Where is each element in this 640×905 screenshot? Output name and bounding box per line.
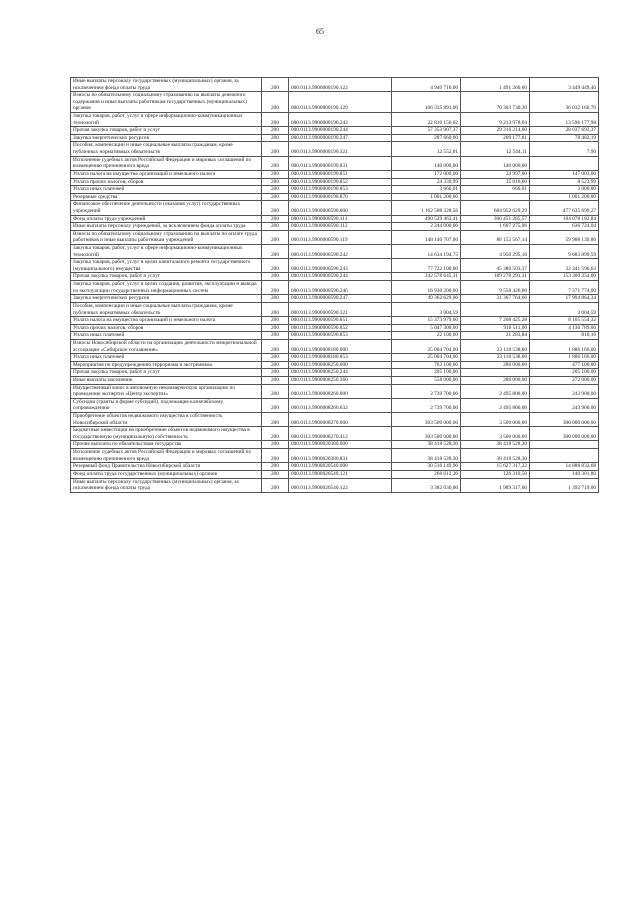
expense-name-cell: Прочая закупка товаров, работ и услуг xyxy=(71,127,262,135)
budget-classification-code-cell: 000.0113.9900008250.244 xyxy=(289,369,392,377)
table-row xyxy=(71,332,599,340)
unexecuted-amount-cell: 14 888 832,68 xyxy=(530,463,599,471)
table-row xyxy=(71,427,599,441)
approved-amount-cell: 172 000,00 xyxy=(392,170,461,178)
budget-classification-code-cell: 000.0113.9900020380.000 xyxy=(289,441,392,449)
approved-amount-cell: 22 100,00 xyxy=(392,332,461,340)
budget-classification-code-cell: 000.0113.9900000590.243 xyxy=(289,259,392,273)
budget-classification-code-cell: 000.0113.9900008250.360 xyxy=(289,376,392,384)
line-code-cell: 200 xyxy=(262,354,289,362)
expense-name-cell: Взносы Новосибирской области на организацию деятельности межрегиональной ассоциации «Сибирское соглашение» xyxy=(71,339,262,353)
budget-classification-code-cell: 000.0113.9900008270.412 xyxy=(289,427,392,441)
budget-classification-code-cell: 000.0113.9900000590.119 xyxy=(289,230,392,244)
executed-amount-cell: 209 177,81 xyxy=(461,134,530,142)
table-row xyxy=(71,186,599,194)
line-code-cell: 200 xyxy=(262,427,289,441)
table-row xyxy=(71,78,599,92)
unexecuted-amount-cell: 4 130 789,00 xyxy=(530,324,599,332)
expense-name-cell: Уплата иных платежей xyxy=(71,354,262,362)
table-row xyxy=(71,295,599,303)
table-row xyxy=(71,384,599,398)
unexecuted-amount-cell: 636 724,04 xyxy=(530,223,599,231)
unexecuted-amount-cell: 1 392 719,00 xyxy=(530,478,599,492)
executed-amount-cell: 9 558 426,00 xyxy=(461,281,530,295)
line-code-cell: 200 xyxy=(262,259,289,273)
approved-amount-cell: 490 529 463,41 xyxy=(392,215,461,223)
executed-amount-cell: 70 303 730,30 xyxy=(461,92,530,113)
line-code-cell: 200 xyxy=(262,361,289,369)
executed-amount-cell: 45 380 503,37 xyxy=(461,259,530,273)
executed-amount-cell: 9 213 978,04 xyxy=(461,113,530,127)
budget-classification-code-cell: 000.0113.9900000590.247 xyxy=(289,295,392,303)
unexecuted-amount-cell: 140 301,80 xyxy=(530,470,599,478)
executed-amount-cell xyxy=(461,193,530,201)
unexecuted-amount-cell: 3 004,59 xyxy=(530,302,599,316)
approved-amount-cell: 25 004 704,00 xyxy=(392,339,461,353)
expense-name-cell: Фонд оплаты труда учреждений xyxy=(71,215,262,223)
expense-name-cell: Прочая закупка товаров, работ и услуг xyxy=(71,273,262,281)
budget-classification-code-cell: 000.0113.9900008260.632 xyxy=(289,398,392,412)
budget-classification-code-cell: 000.0113.9900000190.129 xyxy=(289,92,392,113)
budget-classification-code-cell: 000.0113.9900020540.122 xyxy=(289,478,392,492)
unexecuted-amount-cell: 13 596 177,98 xyxy=(530,113,599,127)
expense-name-cell: Закупка энергетических ресурсов xyxy=(71,295,262,303)
expense-name-cell: Закупка товаров, работ, услуг в сфере информационно-коммуникационных технологий xyxy=(71,245,262,259)
budget-classification-code-cell: 000.0113.9900000590.321 xyxy=(289,302,392,316)
approved-amount-cell: 57 353 907,37 xyxy=(392,127,461,135)
line-code-cell: 200 xyxy=(262,178,289,186)
expense-name-cell: Иные выплаты персоналу государственных (муниципальных) органов, за исключением фонда оплаты труда xyxy=(71,478,262,492)
table-row xyxy=(71,361,599,369)
table-row xyxy=(71,156,599,170)
budget-classification-code-cell: 000.0113.9900000190.852 xyxy=(289,178,392,186)
expense-name-cell: Уплата прочих налогов, сборов xyxy=(71,324,262,332)
table-row xyxy=(71,470,599,478)
expense-name-cell: Фонд оплаты труда государственных (муниципальных) органов xyxy=(71,470,262,478)
budget-classification-code-cell: 000.0113.9900000190.321 xyxy=(289,142,392,156)
executed-amount-cell: 88 152 567,14 xyxy=(461,230,530,244)
executed-amount-cell: 24 997,00 xyxy=(461,170,530,178)
executed-amount-cell: 684 952 629,29 xyxy=(461,201,530,215)
table-row xyxy=(71,354,599,362)
expense-name-cell: Исполнение судебных актов Российской Федерации и мировых соглашений по возмещению причиненного вреда xyxy=(71,156,262,170)
executed-amount-cell: 306 451 285,57 xyxy=(461,215,530,223)
budget-classification-code-cell: 000.0113.9900000590.246 xyxy=(289,281,392,295)
approved-amount-cell: 5 047 300,00 xyxy=(392,324,461,332)
executed-amount-cell: 2 495 800,00 xyxy=(461,384,530,398)
approved-amount-cell: 303 500 000,00 xyxy=(392,427,461,441)
unexecuted-amount-cell: 3 449 449,40 xyxy=(530,78,599,92)
expense-name-cell: Бюджетные инвестиции на приобретение объектов недвижимого имущества в государственную (муниципальную) собственность xyxy=(71,427,262,441)
line-code-cell: 200 xyxy=(262,463,289,471)
line-code-cell: 200 xyxy=(262,332,289,340)
unexecuted-amount-cell: 205 100,00 xyxy=(530,369,599,377)
expense-name-cell: Уплата прочих налогов, сборов xyxy=(71,178,262,186)
approved-amount-cell: 1 162 588 328,56 xyxy=(392,201,461,215)
expense-name-cell: Взносы по обязательному социальному страхованию на выплаты по оплате труда работников и иные выплаты работникам учреждений xyxy=(71,230,262,244)
executed-amount-cell: 126 310,50 xyxy=(461,470,530,478)
expense-name-cell: Иные выплаты персоналу государственных (муниципальных) органов, за исключением фонда оплаты труда xyxy=(71,78,262,92)
budget-classification-code-cell: 000.0113.9900000190.247 xyxy=(289,134,392,142)
expense-name-cell: Резервный фонд Правительства Новосибирской области xyxy=(71,463,262,471)
table-row xyxy=(71,92,599,113)
table-row xyxy=(71,317,599,325)
approved-amount-cell: 2 739 700,00 xyxy=(392,384,461,398)
budget-classification-code-cell: 000.0113.9900020380.831 xyxy=(289,449,392,463)
budget-table-body xyxy=(71,78,599,493)
approved-amount-cell: 24 339,99 xyxy=(392,178,461,186)
line-code-cell: 200 xyxy=(262,223,289,231)
table-row xyxy=(71,369,599,377)
table-row xyxy=(71,134,599,142)
table-row xyxy=(71,142,599,156)
table-row xyxy=(71,245,599,259)
expense-name-cell: Прочие выплаты по обязательствам государства xyxy=(71,441,262,449)
table-row xyxy=(71,302,599,316)
expense-name-cell: Закупка товаров, работ, услуг в сфере информационно-коммуникационных технологий xyxy=(71,113,262,127)
table-row xyxy=(71,463,599,471)
table-row xyxy=(71,127,599,135)
executed-amount-cell: 1 989 317,00 xyxy=(461,478,530,492)
table-row xyxy=(71,281,599,295)
approved-amount-cell: 3 004,59 xyxy=(392,302,461,316)
unexecuted-amount-cell: 816,16 xyxy=(530,332,599,340)
approved-amount-cell: 205 100,00 xyxy=(392,369,461,377)
expense-name-cell: Закупка товаров, работ, услуг в целях капитального ремонта государственного (муниципального) имущества xyxy=(71,259,262,273)
expense-name-cell: Закупка товаров, работ, услуг в целях создания, развития, эксплуатации и вывода из эксплуатации государственных информационных систем xyxy=(71,281,262,295)
expense-name-cell: Мероприятия по предупреждению терроризма и экстремизма xyxy=(71,361,262,369)
expense-name-cell: Прочая закупка товаров, работ и услуг xyxy=(71,369,262,377)
table-row xyxy=(71,478,599,492)
line-code-cell: 200 xyxy=(262,281,289,295)
unexecuted-amount-cell: 243 900,00 xyxy=(530,384,599,398)
approved-amount-cell: 2 739 700,00 xyxy=(392,398,461,412)
table-row xyxy=(71,441,599,449)
approved-amount-cell: 266 612,30 xyxy=(392,470,461,478)
line-code-cell: 200 xyxy=(262,230,289,244)
expense-name-cell: Иные выплаты персоналу учреждений, за исключением фонда оплаты труда xyxy=(71,223,262,231)
budget-classification-code-cell: 000.0113.9900000590.112 xyxy=(289,223,392,231)
line-code-cell: 200 xyxy=(262,170,289,178)
executed-amount-cell: 15 816,00 xyxy=(461,178,530,186)
line-code-cell: 200 xyxy=(262,398,289,412)
budget-classification-code-cell: 000.0113.9900000190.870 xyxy=(289,193,392,201)
expense-name-cell: Исполнение судебных актов Российской Федерации и мировых соглашений по возмещению причиненного вреда xyxy=(71,449,262,463)
table-row xyxy=(71,273,599,281)
expense-name-cell: Уплата иных платежей xyxy=(71,332,262,340)
expense-name-cell: Пособия, компенсации и иные социальные выплаты гражданам, кроме публичных нормативных обязательств xyxy=(71,302,262,316)
line-code-cell: 200 xyxy=(262,273,289,281)
executed-amount-cell: 23 118 538,00 xyxy=(461,339,530,353)
table-row xyxy=(71,259,599,273)
approved-amount-cell: 38 418 528,30 xyxy=(392,441,461,449)
table-row xyxy=(71,339,599,353)
approved-amount-cell: 3 382 036,00 xyxy=(392,478,461,492)
budget-classification-code-cell: 000.0113.9900008260.000 xyxy=(289,384,392,398)
page-number: 65 xyxy=(316,27,324,36)
expense-name-cell: Пособия, компенсации и иные социальные выплаты гражданам, кроме публичных нормативных обязательств xyxy=(71,142,262,156)
approved-amount-cell: 140 000,00 xyxy=(392,156,461,170)
approved-amount-cell: 77 722 100,00 xyxy=(392,259,461,273)
expense-name-cell: Взносы по обязательному социальному страхованию на выплаты денежного содержания и иные выплаты работникам государственных (муниципальных) органов xyxy=(71,92,262,113)
line-code-cell: 200 xyxy=(262,186,289,194)
approved-amount-cell: 287 660,00 xyxy=(392,134,461,142)
table-row xyxy=(71,193,599,201)
line-code-cell: 200 xyxy=(262,413,289,427)
table-row xyxy=(71,223,599,231)
line-code-cell: 200 xyxy=(262,384,289,398)
budget-classification-code-cell: 000.0113.9900000590.851 xyxy=(289,317,392,325)
expense-name-cell: Имущественный взнос в автономную некоммерческую организацию по проведению экспертиз «Центр экспертиз» xyxy=(71,384,262,398)
table-row xyxy=(71,376,599,384)
budget-classification-code-cell: 000.0113.9900000190.122 xyxy=(289,78,392,92)
executed-amount-cell: 3 500 000,00 xyxy=(461,427,530,441)
line-code-cell: 200 xyxy=(262,376,289,384)
unexecuted-amount-cell: 300 000 000,00 xyxy=(530,413,599,427)
executed-amount-cell: 916 511,00 xyxy=(461,324,530,332)
table-row xyxy=(71,170,599,178)
executed-amount-cell: 1 491 260,60 xyxy=(461,78,530,92)
executed-amount-cell: 31 367 764,66 xyxy=(461,295,530,303)
line-code-cell: 200 xyxy=(262,134,289,142)
approved-amount-cell: 3 660,01 xyxy=(392,186,461,194)
line-code-cell: 200 xyxy=(262,369,289,377)
line-code-cell: 200 xyxy=(262,142,289,156)
unexecuted-amount-cell: 8 523,99 xyxy=(530,178,599,186)
line-code-cell: 200 xyxy=(262,201,289,215)
budget-classification-code-cell: 000.0113.9900000590.244 xyxy=(289,273,392,281)
expense-name-cell: Финансовое обеспечение деятельности (оказания услуг) государственных учреждений xyxy=(71,201,262,215)
approved-amount-cell: 558 000,00 xyxy=(392,376,461,384)
unexecuted-amount-cell: 32 341 596,63 xyxy=(530,259,599,273)
unexecuted-amount-cell: 272 000,00 xyxy=(530,376,599,384)
executed-amount-cell: 7 268 425,28 xyxy=(461,317,530,325)
executed-amount-cell: 2 495 800,00 xyxy=(461,398,530,412)
unexecuted-amount-cell: 9 683 899,59 xyxy=(530,245,599,259)
executed-amount-cell: 3 500 000,00 xyxy=(461,413,530,427)
executed-amount-cell: 189 278 291,31 xyxy=(461,273,530,281)
executed-amount-cell: 140 000,00 xyxy=(461,156,530,170)
unexecuted-amount-cell: 300 000 000,00 xyxy=(530,427,599,441)
approved-amount-cell: 1 001 200,00 xyxy=(392,193,461,201)
approved-amount-cell: 38 418 528,30 xyxy=(392,449,461,463)
executed-amount-cell: 4 950 295,16 xyxy=(461,245,530,259)
budget-classification-code-cell: 000.0113.9900000190.851 xyxy=(289,170,392,178)
executed-amount-cell: 38 418 528,30 xyxy=(461,449,530,463)
budget-classification-code-cell: 000.0113.9900000590.853 xyxy=(289,332,392,340)
executed-amount-cell: 23 118 538,00 xyxy=(461,354,530,362)
unexecuted-amount-cell: 1 886 166,00 xyxy=(530,354,599,362)
budget-classification-code-cell: 000.0113.9900020540.121 xyxy=(289,470,392,478)
budget-classification-code-cell: 000.0113.9900000590.000 xyxy=(289,201,392,215)
unexecuted-amount-cell: 59 988 139,86 xyxy=(530,230,599,244)
unexecuted-amount-cell: 78 482,19 xyxy=(530,134,599,142)
approved-amount-cell: 16 930 200,00 xyxy=(392,281,461,295)
table-row xyxy=(71,413,599,427)
table-row xyxy=(71,398,599,412)
executed-amount-cell: 286 000,00 xyxy=(461,361,530,369)
approved-amount-cell: 15 373 979,60 xyxy=(392,317,461,325)
line-code-cell: 200 xyxy=(262,156,289,170)
unexecuted-amount-cell: 1 001 200,00 xyxy=(530,193,599,201)
expense-name-cell: Иные выплаты населению xyxy=(71,376,262,384)
approved-amount-cell: 763 100,00 xyxy=(392,361,461,369)
expense-name-cell: Приобретение объектов недвижимого имущества в собственность Новосибирской области xyxy=(71,413,262,427)
approved-amount-cell: 4 940 710,00 xyxy=(392,78,461,92)
table-row xyxy=(71,201,599,215)
line-code-cell: 200 xyxy=(262,339,289,353)
budget-classification-code-cell: 000.0113.9900008250.000 xyxy=(289,361,392,369)
table-row xyxy=(71,449,599,463)
unexecuted-amount-cell: 28 037 693,37 xyxy=(530,127,599,135)
executed-amount-cell: 21 283,84 xyxy=(461,332,530,340)
approved-amount-cell: 148 140 707,00 xyxy=(392,230,461,244)
unexecuted-amount-cell: 7 371 774,00 xyxy=(530,281,599,295)
approved-amount-cell: 25 004 704,00 xyxy=(392,354,461,362)
line-code-cell: 200 xyxy=(262,245,289,259)
approved-amount-cell: 303 500 000,00 xyxy=(392,413,461,427)
expense-name-cell: Уплата иных платежей xyxy=(71,186,262,194)
line-code-cell: 200 xyxy=(262,317,289,325)
unexecuted-amount-cell: 477 635 699,27 xyxy=(530,201,599,215)
approved-amount-cell: 342 578 645,31 xyxy=(392,273,461,281)
approved-amount-cell: 106 335 891,00 xyxy=(392,92,461,113)
line-code-cell: 200 xyxy=(262,302,289,316)
executed-amount-cell xyxy=(461,302,530,316)
line-code-cell: 200 xyxy=(262,449,289,463)
budget-classification-code-cell: 000.0113.9900020540.000 xyxy=(289,463,392,471)
line-code-cell: 200 xyxy=(262,193,289,201)
budget-classification-code-cell: 000.0113.9900000590.852 xyxy=(289,324,392,332)
unexecuted-amount-cell: 1 886 166,00 xyxy=(530,339,599,353)
budget-classification-code-cell: 000.0113.9900000590.111 xyxy=(289,215,392,223)
approved-amount-cell: 30 516 149,90 xyxy=(392,463,461,471)
executed-amount-cell: 660,01 xyxy=(461,186,530,194)
budget-classification-code-cell: 000.0113.9900008270.000 xyxy=(289,413,392,427)
line-code-cell: 200 xyxy=(262,78,289,92)
line-code-cell: 200 xyxy=(262,215,289,223)
expense-name-cell: Субсидии (гранты в форме субсидий), подлежащие казначейскому сопровождению xyxy=(71,398,262,412)
budget-classification-code-cell: 000.0113.9900000590.242 xyxy=(289,245,392,259)
executed-amount-cell: 1 607 275,96 xyxy=(461,223,530,231)
line-code-cell: 200 xyxy=(262,113,289,127)
unexecuted-amount-cell xyxy=(530,441,599,449)
unexecuted-amount-cell: 7,90 xyxy=(530,142,599,156)
unexecuted-amount-cell: 36 032 160,70 xyxy=(530,92,599,113)
approved-amount-cell: 12 552,01 xyxy=(392,142,461,156)
approved-amount-cell: 2 244 000,00 xyxy=(392,223,461,231)
unexecuted-amount-cell: 3 000,00 xyxy=(530,186,599,194)
executed-amount-cell: 38 418 528,30 xyxy=(461,441,530,449)
line-code-cell: 200 xyxy=(262,92,289,113)
unexecuted-amount-cell: 184 078 182,84 xyxy=(530,215,599,223)
unexecuted-amount-cell: 243 900,00 xyxy=(530,398,599,412)
unexecuted-amount-cell: 147 003,00 xyxy=(530,170,599,178)
line-code-cell: 200 xyxy=(262,295,289,303)
expense-name-cell: Уплата налога на имущество организаций и земельного налога xyxy=(71,317,262,325)
executed-amount-cell: 15 627 317,22 xyxy=(461,463,530,471)
line-code-cell: 200 xyxy=(262,478,289,492)
expense-name-cell: Уплата налога на имущество организаций и земельного налога xyxy=(71,170,262,178)
budget-classification-code-cell: 000.0113.9900000190.853 xyxy=(289,186,392,194)
line-code-cell: 200 xyxy=(262,127,289,135)
line-code-cell: 200 xyxy=(262,324,289,332)
approved-amount-cell: 14 634 194,75 xyxy=(392,245,461,259)
table-row xyxy=(71,230,599,244)
table-row xyxy=(71,324,599,332)
executed-amount-cell: 286 000,00 xyxy=(461,376,530,384)
unexecuted-amount-cell xyxy=(530,156,599,170)
executed-amount-cell: 12 544,11 xyxy=(461,142,530,156)
unexecuted-amount-cell xyxy=(530,449,599,463)
approved-amount-cell: 49 362 629,00 xyxy=(392,295,461,303)
executed-amount-cell: 29 316 214,00 xyxy=(461,127,530,135)
budget-classification-code-cell: 000.0113.9900000190.242 xyxy=(289,113,392,127)
budget-classification-code-cell: 000.0113.9900000190.244 xyxy=(289,127,392,135)
budget-classification-code-cell: 000.0113.9900008180.853 xyxy=(289,354,392,362)
line-code-cell: 200 xyxy=(262,441,289,449)
approved-amount-cell: 22 810 156,02 xyxy=(392,113,461,127)
budget-execution-table xyxy=(70,77,599,493)
unexecuted-amount-cell: 153 300 354,00 xyxy=(530,273,599,281)
table-row xyxy=(71,113,599,127)
unexecuted-amount-cell: 8 105 554,32 xyxy=(530,317,599,325)
executed-amount-cell xyxy=(461,369,530,377)
line-code-cell: 200 xyxy=(262,470,289,478)
table-row xyxy=(71,178,599,186)
table-row xyxy=(71,215,599,223)
expense-name-cell: Резервные средства xyxy=(71,193,262,201)
unexecuted-amount-cell: 17 994 864,34 xyxy=(530,295,599,303)
expense-name-cell: Закупка энергетических ресурсов xyxy=(71,134,262,142)
budget-classification-code-cell: 000.0113.9900008180.000 xyxy=(289,339,392,353)
budget-classification-code-cell: 000.0113.9900000190.831 xyxy=(289,156,392,170)
unexecuted-amount-cell: 477 100,00 xyxy=(530,361,599,369)
